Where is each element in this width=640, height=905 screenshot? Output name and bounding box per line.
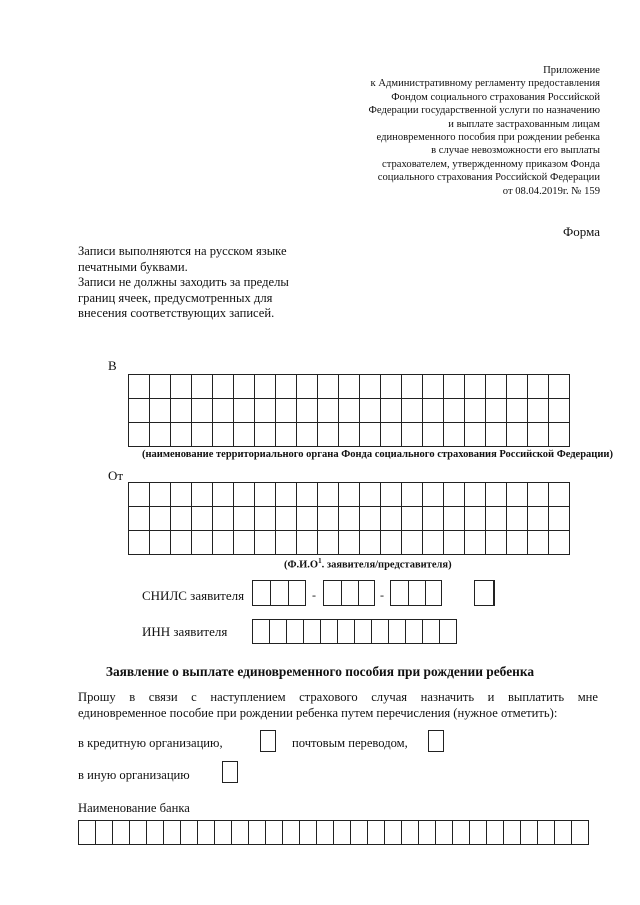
letter-cell[interactable] [402, 399, 423, 423]
letter-cell[interactable] [318, 531, 339, 555]
letter-cell[interactable] [402, 375, 423, 399]
applicant-caption [284, 557, 452, 571]
letter-cell[interactable] [150, 531, 171, 555]
letter-cell[interactable] [381, 531, 402, 555]
letter-cell[interactable] [486, 375, 507, 399]
letter-cell[interactable] [192, 507, 213, 531]
letter-cell[interactable] [234, 507, 255, 531]
appendix-line: Фондом социального страхования Российской [391, 91, 600, 103]
letter-cell[interactable] [360, 483, 381, 507]
bank-name-grid[interactable] [78, 820, 589, 845]
letter-cell[interactable] [402, 821, 419, 845]
letter-cell[interactable] [192, 399, 213, 423]
letter-cell[interactable] [234, 423, 255, 447]
letter-cell[interactable] [360, 507, 381, 531]
appendix-line: к Административному регламенту предоставления [370, 78, 600, 90]
letter-cell[interactable] [255, 399, 276, 423]
letter-cell[interactable] [402, 531, 423, 555]
instruction-line: внесения соответствующих записей. [78, 306, 275, 321]
letter-cell[interactable] [283, 821, 300, 845]
request-line-2: единовременное пособие при рождении ребенка путем перечисления (нужное отметить): [78, 705, 558, 720]
letter-cell[interactable] [171, 375, 192, 399]
letter-cell[interactable] [528, 375, 549, 399]
letter-cell[interactable] [360, 423, 381, 447]
letter-cell[interactable] [555, 821, 572, 845]
letter-cell[interactable] [213, 507, 234, 531]
caption-suffix: . заявителя/представителя) [321, 559, 452, 571]
letter-cell[interactable] [321, 620, 338, 644]
letter-cell[interactable] [96, 821, 113, 845]
letter-cell[interactable] [351, 821, 368, 845]
option-other-org-checkbox[interactable] [222, 761, 238, 783]
letter-cell[interactable] [304, 620, 321, 644]
letter-cell[interactable] [339, 375, 360, 399]
letter-cell[interactable] [171, 483, 192, 507]
letter-cell[interactable] [234, 399, 255, 423]
letter-cell[interactable] [234, 483, 255, 507]
letter-cell[interactable] [521, 821, 538, 845]
letter-cell[interactable] [198, 821, 215, 845]
letter-cell[interactable] [270, 620, 287, 644]
letter-cell[interactable] [129, 399, 150, 423]
letter-cell[interactable] [538, 821, 555, 845]
letter-cell[interactable] [486, 507, 507, 531]
letter-cell[interactable] [276, 375, 297, 399]
letter-cell[interactable] [338, 620, 355, 644]
recipient-grid[interactable] [128, 374, 570, 447]
letter-cell[interactable] [465, 399, 486, 423]
letter-cell[interactable] [423, 423, 444, 447]
letter-cell[interactable] [249, 821, 266, 845]
letter-cell[interactable] [389, 620, 406, 644]
instruction-line: Записи не должны заходить за пределы [78, 275, 289, 290]
letter-cell[interactable] [213, 399, 234, 423]
letter-cell[interactable] [465, 483, 486, 507]
letter-cell[interactable] [276, 531, 297, 555]
letter-cell[interactable] [572, 821, 589, 845]
option-postal-label: почтовым переводом, [292, 736, 408, 750]
snils-separator: - [312, 588, 316, 602]
letter-cell[interactable] [297, 531, 318, 555]
letter-cell[interactable] [129, 507, 150, 531]
letter-cell[interactable] [406, 620, 423, 644]
letter-cell[interactable] [171, 399, 192, 423]
letter-cell[interactable] [528, 483, 549, 507]
letter-cell[interactable] [171, 423, 192, 447]
letter-cell[interactable] [192, 423, 213, 447]
from-label: От [108, 468, 124, 483]
letter-cell[interactable] [192, 531, 213, 555]
letter-cell[interactable] [487, 821, 504, 845]
letter-cell[interactable] [486, 483, 507, 507]
request-paragraph [78, 690, 598, 721]
letter-cell[interactable] [402, 483, 423, 507]
letter-cell[interactable] [318, 483, 339, 507]
letter-cell[interactable] [507, 531, 528, 555]
letter-cell[interactable] [130, 821, 147, 845]
letter-cell[interactable] [232, 821, 249, 845]
letter-cell[interactable] [150, 423, 171, 447]
letter-cell[interactable] [465, 531, 486, 555]
letter-cell[interactable] [444, 483, 465, 507]
letter-cell[interactable] [266, 821, 283, 845]
letter-cell[interactable] [507, 483, 528, 507]
letter-cell[interactable] [465, 375, 486, 399]
letter-cell[interactable] [549, 483, 570, 507]
letter-cell[interactable] [444, 375, 465, 399]
letter-cell[interactable] [181, 821, 198, 845]
letter-cell[interactable] [528, 399, 549, 423]
letter-cell[interactable] [423, 620, 440, 644]
snils-group-2[interactable] [323, 580, 375, 606]
to-label: В [108, 358, 117, 373]
bank-name-label: Наименование банка [78, 801, 190, 815]
letter-cell[interactable] [355, 620, 372, 644]
letter-cell[interactable] [549, 531, 570, 555]
appendix-line: Федерации государственной услуги по назначению [368, 105, 600, 117]
letter-cell[interactable] [436, 821, 453, 845]
snils-label: СНИЛС заявителя [142, 588, 245, 603]
letter-cell[interactable] [129, 531, 150, 555]
letter-cell[interactable] [440, 620, 457, 644]
letter-cell[interactable] [339, 483, 360, 507]
option-postal-checkbox[interactable] [428, 730, 444, 752]
letter-cell[interactable] [297, 375, 318, 399]
letter-cell[interactable] [381, 507, 402, 531]
letter-cell[interactable] [402, 423, 423, 447]
letter-cell[interactable] [297, 483, 318, 507]
letter-cell[interactable] [129, 483, 150, 507]
appendix-line: социального страхования Российской Федерации [377, 172, 600, 184]
letter-cell[interactable] [213, 423, 234, 447]
letter-cell[interactable] [334, 821, 351, 845]
snils-group-1[interactable] [252, 580, 306, 606]
letter-cell[interactable] [444, 399, 465, 423]
letter-cell[interactable] [360, 399, 381, 423]
snils-separator: - [380, 588, 384, 602]
letter-cell[interactable] [287, 620, 304, 644]
letter-cell[interactable] [381, 423, 402, 447]
appendix-line: Приложение [543, 65, 600, 76]
letter-cell[interactable] [276, 483, 297, 507]
letter-cell[interactable] [150, 483, 171, 507]
letter-cell[interactable] [215, 821, 232, 845]
letter-cell[interactable] [234, 531, 255, 555]
letter-cell[interactable] [423, 507, 444, 531]
letter-cell[interactable] [276, 399, 297, 423]
letter-cell[interactable] [419, 821, 436, 845]
form-label: Форма [563, 224, 600, 239]
letter-cell[interactable] [79, 821, 96, 845]
letter-cell[interactable] [164, 821, 181, 845]
letter-cell[interactable] [423, 375, 444, 399]
instruction-line: Записи выполняются на русском языке [78, 244, 287, 258]
letter-cell[interactable] [276, 507, 297, 531]
letter-cell[interactable] [453, 821, 470, 845]
letter-cell[interactable] [423, 399, 444, 423]
letter-cell[interactable] [171, 507, 192, 531]
letter-cell[interactable] [129, 423, 150, 447]
letter-cell[interactable] [470, 821, 487, 845]
caption-prefix: (Ф.И.О [284, 559, 319, 571]
letter-cell[interactable] [549, 423, 570, 447]
letter-cell[interactable] [150, 399, 171, 423]
snils-divider [494, 580, 495, 606]
letter-cell[interactable] [381, 375, 402, 399]
letter-cell[interactable] [549, 507, 570, 531]
option-credit-org-label: в кредитную организацию, [78, 736, 223, 750]
letter-cell[interactable] [465, 507, 486, 531]
letter-cell[interactable] [507, 423, 528, 447]
letter-cell[interactable] [297, 399, 318, 423]
letter-cell[interactable] [255, 423, 276, 447]
applicant-name-grid[interactable] [128, 482, 570, 555]
letter-cell[interactable] [486, 531, 507, 555]
letter-cell[interactable] [507, 399, 528, 423]
application-title: Заявление о выплате единовременного пособия при рождении ребенка [105, 664, 535, 679]
letter-cell[interactable] [381, 399, 402, 423]
request-line-1: Прошу в связи с наступлением страхового случая назначить и выплатить мне [78, 690, 598, 704]
letter-cell[interactable] [255, 483, 276, 507]
inn-label: ИНН заявителя [142, 624, 228, 639]
letter-cell[interactable] [318, 375, 339, 399]
letter-cell[interactable] [339, 531, 360, 555]
appendix-line: единовременного пособия при рождении ребенка [376, 132, 600, 144]
instructions [78, 244, 289, 322]
letter-cell[interactable] [255, 375, 276, 399]
letter-cell[interactable] [507, 507, 528, 531]
letter-cell[interactable] [317, 821, 334, 845]
footnote-marker: 1 [318, 557, 322, 565]
inn-grid[interactable] [252, 619, 457, 644]
snils-group-3[interactable] [390, 580, 442, 606]
appendix-line: и выплате застрахованным лицам [448, 118, 600, 130]
letter-cell[interactable] [234, 375, 255, 399]
appendix-line: страхователем, утвержденному приказом Фонда [382, 158, 600, 170]
letter-cell[interactable] [150, 507, 171, 531]
letter-cell[interactable] [129, 375, 150, 399]
letter-cell[interactable] [318, 507, 339, 531]
letter-cell[interactable] [255, 507, 276, 531]
letter-cell[interactable] [150, 375, 171, 399]
instruction-line: границ ячеек, предусмотренных для [78, 290, 273, 305]
letter-cell[interactable] [297, 423, 318, 447]
letter-cell[interactable] [423, 531, 444, 555]
letter-cell[interactable] [360, 375, 381, 399]
letter-cell[interactable] [318, 423, 339, 447]
letter-cell[interactable] [213, 531, 234, 555]
letter-cell[interactable] [444, 423, 465, 447]
letter-cell[interactable] [276, 423, 297, 447]
letter-cell[interactable] [113, 821, 130, 845]
letter-cell[interactable] [504, 821, 521, 845]
letter-cell[interactable] [360, 531, 381, 555]
letter-cell[interactable] [381, 483, 402, 507]
letter-cell[interactable] [147, 821, 164, 845]
letter-cell[interactable] [465, 423, 486, 447]
letter-cell[interactable] [444, 531, 465, 555]
letter-cell[interactable] [339, 399, 360, 423]
snils-spacer [476, 580, 494, 606]
letter-cell[interactable] [213, 375, 234, 399]
letter-cell[interactable] [368, 821, 385, 845]
letter-cell[interactable] [192, 375, 213, 399]
letter-cell[interactable] [300, 821, 317, 845]
recipient-caption: (наименование территориального органа Фонда социального страхования Российской Федерации) [142, 449, 613, 460]
appendix-header [300, 64, 600, 198]
letter-cell[interactable] [385, 821, 402, 845]
letter-cell[interactable] [528, 531, 549, 555]
letter-cell[interactable] [486, 399, 507, 423]
letter-cell[interactable] [192, 483, 213, 507]
option-credit-org-checkbox[interactable] [260, 730, 276, 752]
instruction-line: печатными буквами. [78, 259, 188, 274]
letter-cell[interactable] [339, 507, 360, 531]
letter-cell[interactable] [402, 507, 423, 531]
letter-cell[interactable] [444, 507, 465, 531]
letter-cell[interactable] [339, 423, 360, 447]
letter-cell[interactable] [297, 507, 318, 531]
letter-cell[interactable] [549, 375, 570, 399]
letter-cell[interactable] [318, 399, 339, 423]
letter-cell[interactable] [372, 620, 389, 644]
letter-cell[interactable] [171, 531, 192, 555]
letter-cell[interactable] [528, 423, 549, 447]
appendix-line: от 08.04.2019г. № 159 [502, 185, 600, 197]
option-other-org-label: в иную организацию [78, 768, 190, 782]
letter-cell[interactable] [507, 375, 528, 399]
letter-cell[interactable] [528, 507, 549, 531]
letter-cell[interactable] [255, 531, 276, 555]
appendix-line: в случае невозможности его выплаты [431, 145, 600, 157]
letter-cell[interactable] [213, 483, 234, 507]
letter-cell[interactable] [253, 620, 270, 644]
letter-cell[interactable] [486, 423, 507, 447]
letter-cell[interactable] [423, 483, 444, 507]
letter-cell[interactable] [549, 399, 570, 423]
